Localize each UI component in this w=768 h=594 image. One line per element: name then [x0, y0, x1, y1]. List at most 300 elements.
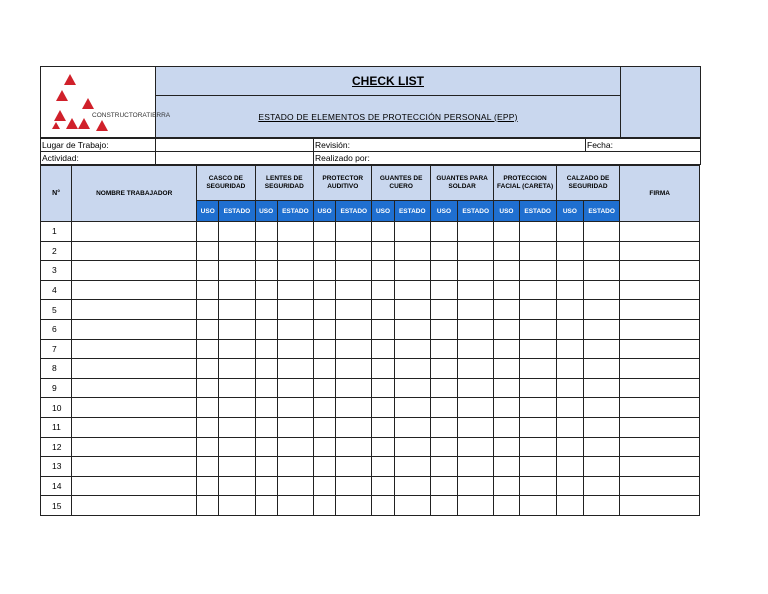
table-row: [41, 398, 700, 418]
uso-cell[interactable]: [255, 476, 277, 496]
uso-cell[interactable]: [494, 241, 519, 261]
estado-cell[interactable]: [394, 359, 430, 379]
estado-cell[interactable]: [584, 417, 620, 437]
estado-header: ESTADO: [277, 201, 313, 222]
nombre-cell[interactable]: [72, 496, 197, 516]
uso-cell[interactable]: [197, 280, 219, 300]
uso-cell[interactable]: [494, 222, 519, 242]
uso-cell[interactable]: [372, 457, 394, 477]
uso-cell[interactable]: [430, 437, 457, 457]
lugar-field[interactable]: [156, 139, 314, 152]
uso-cell[interactable]: [372, 339, 394, 359]
uso-cell[interactable]: [494, 359, 519, 379]
estado-cell[interactable]: [336, 339, 372, 359]
uso-cell[interactable]: [255, 457, 277, 477]
row-number: 4: [41, 280, 72, 300]
uso-cell[interactable]: [556, 496, 583, 516]
uso-cell[interactable]: [197, 417, 219, 437]
estado-cell[interactable]: [584, 398, 620, 418]
uso-cell[interactable]: [430, 496, 457, 516]
row-number: 14: [41, 476, 72, 496]
row-number: 12: [41, 437, 72, 457]
estado-cell[interactable]: [584, 222, 620, 242]
estado-cell[interactable]: [219, 496, 255, 516]
nombre-cell[interactable]: [72, 339, 197, 359]
firma-cell[interactable]: [620, 359, 700, 379]
estado-cell[interactable]: [519, 437, 556, 457]
estado-cell[interactable]: [394, 319, 430, 339]
nombre-cell[interactable]: [72, 261, 197, 281]
estado-cell[interactable]: [394, 437, 430, 457]
uso-cell[interactable]: [197, 319, 219, 339]
revision-label[interactable]: Revisión:: [314, 139, 586, 152]
uso-cell[interactable]: [314, 339, 336, 359]
uso-cell[interactable]: [197, 496, 219, 516]
estado-cell[interactable]: [336, 437, 372, 457]
estado-cell[interactable]: [219, 280, 255, 300]
estado-cell[interactable]: [458, 339, 494, 359]
estado-cell[interactable]: [584, 378, 620, 398]
uso-cell[interactable]: [255, 300, 277, 320]
estado-cell[interactable]: [336, 300, 372, 320]
uso-cell[interactable]: [197, 437, 219, 457]
table-row: [41, 300, 700, 320]
uso-cell[interactable]: [372, 300, 394, 320]
page-subtitle: ESTADO DE ELEMENTOS DE PROTECCIÓN PERSONAL (EPP): [156, 96, 621, 138]
estado-cell[interactable]: [584, 319, 620, 339]
estado-cell[interactable]: [277, 339, 313, 359]
col-header-guantes-cuero: GUANTES DE CUERO: [372, 166, 430, 201]
estado-cell[interactable]: [219, 457, 255, 477]
nombre-cell[interactable]: [72, 378, 197, 398]
logo-cell: [41, 67, 171, 138]
estado-cell[interactable]: [277, 359, 313, 379]
row-number: 15: [41, 496, 72, 516]
estado-cell[interactable]: [394, 241, 430, 261]
estado-cell[interactable]: [519, 417, 556, 437]
uso-header: USO: [255, 201, 277, 222]
estado-cell[interactable]: [336, 457, 372, 477]
estado-cell[interactable]: [219, 319, 255, 339]
estado-cell[interactable]: [458, 319, 494, 339]
estado-cell[interactable]: [336, 319, 372, 339]
estado-cell[interactable]: [458, 398, 494, 418]
uso-cell[interactable]: [372, 241, 394, 261]
row-number: 10: [41, 398, 72, 418]
uso-cell[interactable]: [556, 222, 583, 242]
estado-cell[interactable]: [219, 300, 255, 320]
uso-cell[interactable]: [255, 398, 277, 418]
lugar-label: Lugar de Trabajo:: [41, 139, 156, 152]
nombre-cell[interactable]: [72, 319, 197, 339]
firma-cell[interactable]: [620, 300, 700, 320]
uso-cell[interactable]: [197, 378, 219, 398]
uso-cell[interactable]: [430, 378, 457, 398]
estado-cell[interactable]: [519, 319, 556, 339]
estado-cell[interactable]: [458, 261, 494, 281]
uso-cell[interactable]: [430, 417, 457, 437]
company-logo: [52, 72, 171, 132]
row-number: 8: [41, 359, 72, 379]
estado-cell[interactable]: [584, 280, 620, 300]
table-row: [41, 241, 700, 261]
estado-cell[interactable]: [584, 476, 620, 496]
uso-cell[interactable]: [314, 319, 336, 339]
estado-cell[interactable]: [336, 359, 372, 379]
uso-header: USO: [372, 201, 394, 222]
table-row: [41, 457, 700, 477]
header-table: [40, 66, 701, 138]
actividad-field[interactable]: [156, 152, 314, 165]
estado-cell[interactable]: [458, 359, 494, 379]
estado-cell[interactable]: [336, 280, 372, 300]
col-header-num: N°: [41, 166, 72, 222]
uso-cell[interactable]: [430, 339, 457, 359]
firma-cell[interactable]: [620, 437, 700, 457]
uso-cell[interactable]: [556, 437, 583, 457]
uso-cell[interactable]: [556, 398, 583, 418]
nombre-cell[interactable]: [72, 241, 197, 261]
uso-cell[interactable]: [430, 476, 457, 496]
estado-cell[interactable]: [336, 241, 372, 261]
estado-cell[interactable]: [519, 261, 556, 281]
firma-cell[interactable]: [620, 476, 700, 496]
uso-cell[interactable]: [556, 339, 583, 359]
estado-cell[interactable]: [277, 378, 313, 398]
estado-cell[interactable]: [519, 300, 556, 320]
estado-header: ESTADO: [458, 201, 494, 222]
uso-cell[interactable]: [494, 261, 519, 281]
uso-cell[interactable]: [197, 476, 219, 496]
estado-cell[interactable]: [277, 476, 313, 496]
estado-cell[interactable]: [584, 261, 620, 281]
estado-cell[interactable]: [219, 378, 255, 398]
uso-cell[interactable]: [556, 261, 583, 281]
nombre-cell[interactable]: [72, 300, 197, 320]
uso-cell[interactable]: [430, 457, 457, 477]
uso-cell[interactable]: [494, 300, 519, 320]
uso-cell[interactable]: [494, 496, 519, 516]
estado-cell[interactable]: [394, 300, 430, 320]
uso-cell[interactable]: [314, 476, 336, 496]
page-title: CHECK LIST: [156, 67, 621, 96]
estado-cell[interactable]: [394, 496, 430, 516]
uso-cell[interactable]: [430, 241, 457, 261]
uso-cell[interactable]: [430, 359, 457, 379]
estado-cell[interactable]: [277, 417, 313, 437]
estado-cell[interactable]: [584, 359, 620, 379]
estado-cell[interactable]: [336, 378, 372, 398]
estado-cell[interactable]: [394, 417, 430, 437]
epp-checklist-sheet: [40, 66, 700, 516]
col-header-calzado: CALZADO DE SEGURIDAD: [556, 166, 619, 201]
row-number: 5: [41, 300, 72, 320]
estado-cell[interactable]: [458, 222, 494, 242]
row-number: 1: [41, 222, 72, 242]
uso-cell[interactable]: [314, 261, 336, 281]
table-row: [41, 359, 700, 379]
estado-cell[interactable]: [584, 241, 620, 261]
estado-cell[interactable]: [277, 437, 313, 457]
uso-cell[interactable]: [255, 241, 277, 261]
nombre-cell[interactable]: [72, 359, 197, 379]
uso-cell[interactable]: [255, 339, 277, 359]
uso-cell[interactable]: [314, 280, 336, 300]
estado-cell[interactable]: [458, 417, 494, 437]
table-row: [41, 417, 700, 437]
realizado-label[interactable]: Realizado por:: [314, 152, 701, 165]
uso-cell[interactable]: [372, 437, 394, 457]
uso-cell[interactable]: [255, 319, 277, 339]
uso-cell[interactable]: [556, 241, 583, 261]
estado-cell[interactable]: [458, 437, 494, 457]
nombre-cell[interactable]: [72, 476, 197, 496]
uso-header: USO: [430, 201, 457, 222]
uso-cell[interactable]: [494, 476, 519, 496]
estado-cell[interactable]: [277, 280, 313, 300]
row-number: 6: [41, 319, 72, 339]
uso-cell[interactable]: [197, 241, 219, 261]
estado-cell[interactable]: [458, 457, 494, 477]
uso-cell[interactable]: [314, 241, 336, 261]
uso-cell[interactable]: [197, 261, 219, 281]
estado-cell[interactable]: [519, 222, 556, 242]
estado-cell[interactable]: [519, 476, 556, 496]
firma-cell[interactable]: [620, 241, 700, 261]
estado-cell[interactable]: [336, 417, 372, 437]
estado-cell[interactable]: [584, 300, 620, 320]
estado-cell[interactable]: [519, 339, 556, 359]
estado-cell[interactable]: [519, 241, 556, 261]
nombre-cell[interactable]: [72, 457, 197, 477]
estado-cell[interactable]: [219, 261, 255, 281]
uso-cell[interactable]: [430, 300, 457, 320]
estado-cell[interactable]: [458, 496, 494, 516]
col-header-casco: CASCO DE SEGURIDAD: [197, 166, 255, 201]
firma-cell[interactable]: [620, 417, 700, 437]
uso-cell[interactable]: [556, 417, 583, 437]
uso-cell[interactable]: [430, 222, 457, 242]
uso-cell[interactable]: [197, 398, 219, 418]
estado-cell[interactable]: [394, 398, 430, 418]
uso-cell[interactable]: [197, 222, 219, 242]
estado-cell[interactable]: [519, 496, 556, 516]
estado-cell[interactable]: [219, 398, 255, 418]
uso-header: USO: [314, 201, 336, 222]
estado-header: ESTADO: [394, 201, 430, 222]
estado-cell[interactable]: [219, 476, 255, 496]
uso-cell[interactable]: [314, 359, 336, 379]
uso-cell[interactable]: [494, 280, 519, 300]
estado-cell[interactable]: [219, 417, 255, 437]
uso-cell[interactable]: [255, 437, 277, 457]
estado-cell[interactable]: [219, 437, 255, 457]
uso-cell[interactable]: [372, 417, 394, 437]
estado-cell[interactable]: [277, 300, 313, 320]
uso-cell[interactable]: [494, 378, 519, 398]
table-row: [41, 222, 700, 242]
uso-cell[interactable]: [556, 300, 583, 320]
firma-cell[interactable]: [620, 261, 700, 281]
uso-cell[interactable]: [556, 319, 583, 339]
nombre-cell[interactable]: [72, 280, 197, 300]
estado-cell[interactable]: [336, 476, 372, 496]
nombre-cell[interactable]: [72, 417, 197, 437]
estado-cell[interactable]: [277, 496, 313, 516]
nombre-cell[interactable]: [72, 437, 197, 457]
uso-cell[interactable]: [556, 457, 583, 477]
estado-cell[interactable]: [394, 457, 430, 477]
row-number: 13: [41, 457, 72, 477]
uso-cell[interactable]: [372, 398, 394, 418]
estado-cell[interactable]: [394, 222, 430, 242]
uso-cell[interactable]: [430, 280, 457, 300]
estado-cell[interactable]: [277, 241, 313, 261]
firma-cell[interactable]: [620, 398, 700, 418]
uso-cell[interactable]: [314, 437, 336, 457]
estado-cell[interactable]: [394, 476, 430, 496]
estado-cell[interactable]: [219, 339, 255, 359]
estado-cell[interactable]: [394, 261, 430, 281]
uso-cell[interactable]: [314, 398, 336, 418]
nombre-cell[interactable]: [72, 398, 197, 418]
uso-header: USO: [556, 201, 583, 222]
estado-cell[interactable]: [336, 222, 372, 242]
estado-cell[interactable]: [277, 319, 313, 339]
estado-cell[interactable]: [394, 280, 430, 300]
uso-cell[interactable]: [255, 222, 277, 242]
estado-cell[interactable]: [519, 359, 556, 379]
fecha-label[interactable]: Fecha:: [586, 139, 701, 152]
firma-cell[interactable]: [620, 496, 700, 516]
uso-cell[interactable]: [430, 398, 457, 418]
epp-grid: [40, 165, 700, 516]
uso-cell[interactable]: [314, 417, 336, 437]
uso-cell[interactable]: [314, 496, 336, 516]
uso-cell[interactable]: [255, 261, 277, 281]
estado-cell[interactable]: [394, 339, 430, 359]
estado-cell[interactable]: [458, 300, 494, 320]
uso-cell[interactable]: [372, 496, 394, 516]
estado-cell[interactable]: [219, 359, 255, 379]
estado-cell[interactable]: [584, 496, 620, 516]
row-number: 3: [41, 261, 72, 281]
nombre-cell[interactable]: [72, 222, 197, 242]
table-row: [41, 319, 700, 339]
table-row: [41, 261, 700, 281]
uso-cell[interactable]: [372, 476, 394, 496]
estado-cell[interactable]: [458, 241, 494, 261]
firma-cell[interactable]: [620, 319, 700, 339]
uso-cell[interactable]: [430, 261, 457, 281]
firma-cell[interactable]: [620, 457, 700, 477]
firma-cell[interactable]: [620, 222, 700, 242]
estado-header: ESTADO: [584, 201, 620, 222]
uso-cell[interactable]: [556, 359, 583, 379]
uso-cell[interactable]: [314, 300, 336, 320]
estado-cell[interactable]: [336, 496, 372, 516]
estado-cell[interactable]: [519, 378, 556, 398]
uso-cell[interactable]: [255, 378, 277, 398]
uso-cell[interactable]: [556, 280, 583, 300]
uso-cell[interactable]: [430, 319, 457, 339]
col-header-lentes: LENTES DE SEGURIDAD: [255, 166, 313, 201]
estado-cell[interactable]: [277, 261, 313, 281]
estado-cell[interactable]: [394, 378, 430, 398]
estado-cell[interactable]: [519, 398, 556, 418]
estado-cell[interactable]: [336, 398, 372, 418]
uso-cell[interactable]: [494, 417, 519, 437]
estado-cell[interactable]: [458, 476, 494, 496]
uso-cell[interactable]: [255, 496, 277, 516]
estado-cell[interactable]: [277, 398, 313, 418]
uso-cell[interactable]: [197, 300, 219, 320]
estado-cell[interactable]: [277, 222, 313, 242]
uso-header: USO: [494, 201, 519, 222]
firma-cell[interactable]: [620, 339, 700, 359]
uso-cell[interactable]: [197, 457, 219, 477]
col-header-firma: FIRMA: [620, 166, 700, 222]
estado-cell[interactable]: [219, 241, 255, 261]
header-corner-cell: [621, 67, 701, 138]
uso-cell[interactable]: [197, 339, 219, 359]
uso-cell[interactable]: [494, 457, 519, 477]
estado-cell[interactable]: [219, 222, 255, 242]
uso-cell[interactable]: [372, 378, 394, 398]
uso-cell[interactable]: [556, 378, 583, 398]
firma-cell[interactable]: [620, 280, 700, 300]
uso-cell[interactable]: [372, 319, 394, 339]
uso-cell[interactable]: [255, 417, 277, 437]
uso-cell[interactable]: [372, 280, 394, 300]
uso-cell[interactable]: [255, 359, 277, 379]
estado-cell[interactable]: [336, 261, 372, 281]
uso-cell[interactable]: [494, 339, 519, 359]
row-number: 2: [41, 241, 72, 261]
row-number: 7: [41, 339, 72, 359]
estado-cell[interactable]: [458, 378, 494, 398]
firma-cell[interactable]: [620, 378, 700, 398]
uso-cell[interactable]: [372, 359, 394, 379]
table-row: [41, 476, 700, 496]
uso-cell[interactable]: [314, 222, 336, 242]
uso-header: USO: [197, 201, 219, 222]
uso-cell[interactable]: [494, 437, 519, 457]
uso-cell[interactable]: [494, 398, 519, 418]
uso-cell[interactable]: [494, 319, 519, 339]
uso-cell[interactable]: [372, 222, 394, 242]
uso-cell[interactable]: [314, 457, 336, 477]
col-header-proteccion-facial: PROTECCION FACIAL (CARETA): [494, 166, 556, 201]
estado-cell[interactable]: [519, 457, 556, 477]
table-row: [41, 378, 700, 398]
uso-cell[interactable]: [197, 359, 219, 379]
table-row: [41, 496, 700, 516]
estado-cell[interactable]: [277, 457, 313, 477]
logo-text: CONSTRUCTORATIERRA: [92, 112, 171, 119]
estado-cell[interactable]: [584, 437, 620, 457]
estado-cell[interactable]: [519, 280, 556, 300]
uso-cell[interactable]: [372, 261, 394, 281]
uso-cell[interactable]: [314, 378, 336, 398]
estado-cell[interactable]: [458, 280, 494, 300]
row-number: 9: [41, 378, 72, 398]
estado-cell[interactable]: [584, 457, 620, 477]
estado-header: ESTADO: [336, 201, 372, 222]
estado-cell[interactable]: [584, 339, 620, 359]
uso-cell[interactable]: [255, 280, 277, 300]
uso-cell[interactable]: [556, 476, 583, 496]
